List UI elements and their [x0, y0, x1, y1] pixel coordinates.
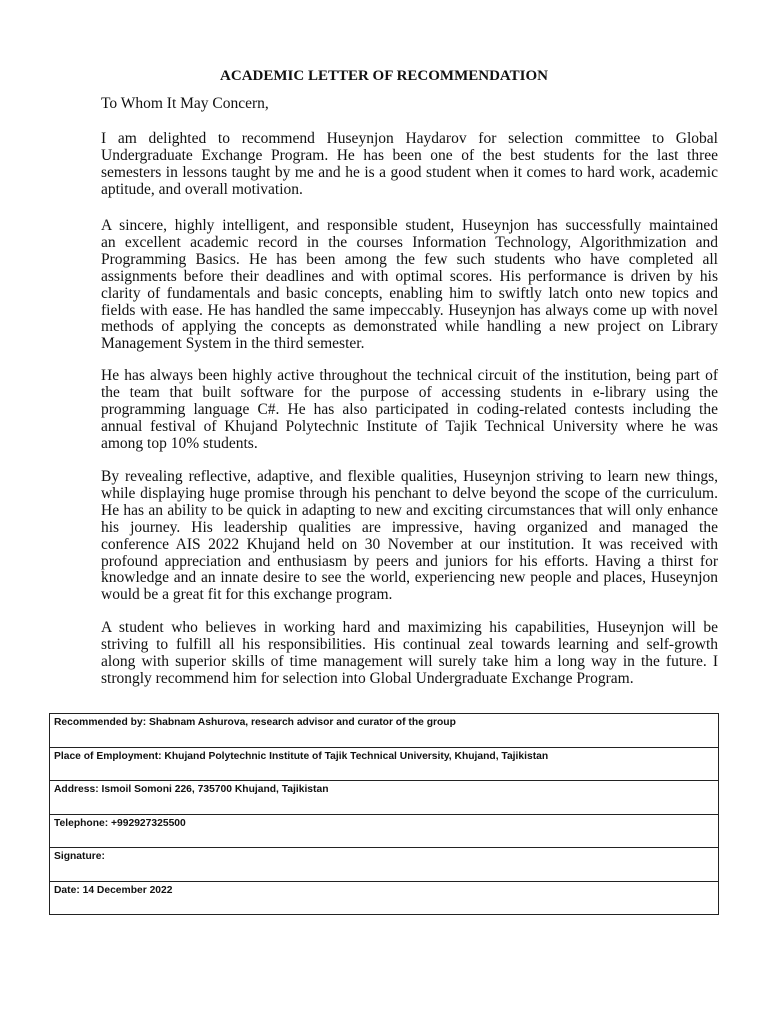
paragraph-line: assignments before their deadlines and with optimal scores. His performance is driven by his — [101, 267, 718, 285]
letter-paragraph — [101, 368, 718, 453]
greeting: To Whom It May Concern, — [101, 95, 269, 112]
paragraph-line: methods of applying the concepts as demonstrated while handling a new project on Library — [101, 318, 718, 336]
paragraph-line: along with superior skills of time management will surely take him a long way in the future. I — [101, 652, 718, 670]
paragraph-line: knowledge and an innate desire to see the world, experiencing new people and places, Huseynjon — [101, 569, 718, 587]
info-cell: Signature: — [50, 848, 719, 882]
paragraph-line: while displaying huge promise through his penchant to delve beyond the scope of the curriculum. — [101, 484, 718, 502]
letter-paragraph — [101, 469, 718, 604]
paragraph-line: clarity of fundamentals and basic concepts, enabling him to swiftly latch onto new topics and — [101, 284, 718, 302]
info-cell: Address: Ismoil Somoni 226, 735700 Khujand, Tajikistan — [50, 781, 719, 815]
recommender-info-table — [49, 713, 719, 915]
paragraph-line: Management System in the third semester. — [101, 335, 365, 353]
table-row — [50, 781, 719, 815]
paragraph-line: He has always been highly active throughout the technical circuit of the institution, being part of — [101, 367, 718, 384]
info-cell: Place of Employment: Khujand Polytechnic Institute of Tajik Technical University, Khujand, Tajikistan — [50, 747, 719, 781]
paragraph-line: would be a great fit for this exchange program. — [101, 586, 393, 604]
paragraph-line: an excellent academic record in the courses Information Technology, Algorithmization and — [101, 233, 718, 251]
table-row — [50, 714, 719, 748]
letter-paragraph — [101, 218, 718, 353]
table-row — [50, 881, 719, 915]
paragraph-line: annual festival of Khujand Polytechnic Institute of Tajik Technical University where he was — [101, 417, 718, 435]
table-row — [50, 848, 719, 882]
paragraph-line: strongly recommend him for selection into Global Undergraduate Exchange Program. — [101, 669, 634, 687]
paragraph-line: his journey. His leadership qualities are impressive, having organized and managed the — [101, 518, 718, 536]
paragraph-line: profound appreciation and enthusiasm by peers and juniors for his efforts. Having a thirst for — [101, 552, 718, 570]
info-cell: Recommended by: Shabnam Ashurova, research advisor and curator of the group — [50, 714, 719, 748]
paragraph-line: semesters in lessons taught by me and he is a good student when it comes to hard work, academic — [101, 163, 718, 181]
paragraph-line: programming language C#. He has also participated in coding-related contests including the — [101, 400, 718, 418]
letter-title: ACADEMIC LETTER OF RECOMMENDATION — [220, 68, 548, 84]
paragraph-line: A student who believes in working hard and maximizing his capabilities, Huseynjon will be — [101, 619, 718, 636]
info-cell: Date: 14 December 2022 — [50, 881, 719, 915]
paragraph-line: the team that built software for the purpose of accessing students in e-library using the — [101, 383, 718, 401]
letter-paragraph — [101, 131, 718, 199]
paragraph-line: striving to fulfill all his responsibilities. His continual zeal towards learning and self-growth — [101, 635, 718, 653]
paragraph-line: I am delighted to recommend Huseynjon Haydarov for selection committee to Global — [101, 130, 718, 147]
letter-paragraph — [101, 620, 718, 688]
paragraph-line: fields with ease. He has handled the same impeccably. Huseynjon has always come up with novel — [101, 301, 718, 319]
paragraph-line: conference AIS 2022 Khujand held on 30 November at our institution. It was received with — [101, 535, 718, 553]
info-cell: Telephone: +992927325500 — [50, 814, 719, 848]
paragraph-line: A sincere, highly intelligent, and responsible student, Huseynjon has successfully maintained — [101, 217, 718, 234]
paragraph-line: He has an ability to be quick in adapting to new and exciting circumstances that will only enhance — [101, 501, 718, 519]
table-row — [50, 747, 719, 781]
paragraph-line: aptitude, and overall motivation. — [101, 180, 303, 198]
paragraph-line: among top 10% students. — [101, 434, 258, 452]
paragraph-line: Programming Basics. He has been among the few such students who have completed all — [101, 250, 718, 268]
table-row — [50, 814, 719, 848]
paragraph-line: By revealing reflective, adaptive, and flexible qualities, Huseynjon striving to learn new things, — [101, 468, 718, 485]
paragraph-line: Undergraduate Exchange Program. He has been one of the best students for the last three — [101, 146, 718, 164]
